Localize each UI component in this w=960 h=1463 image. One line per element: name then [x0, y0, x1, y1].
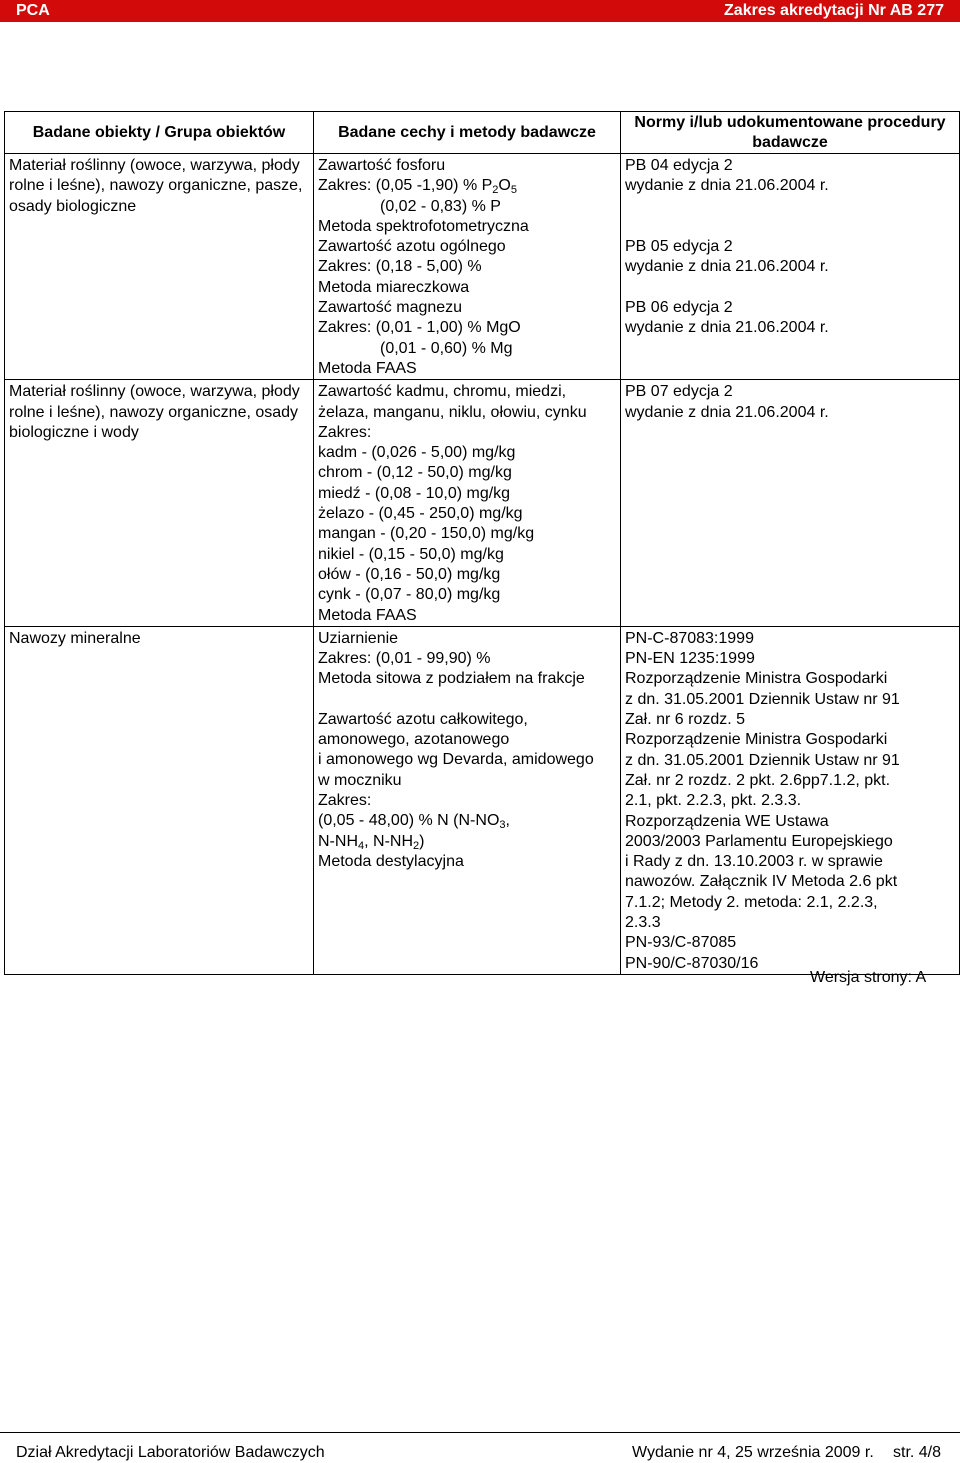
- norm-line: 2003/2003 Parlamentu Europejskiego: [625, 832, 893, 850]
- object-text: Nawozy mineralne: [9, 629, 141, 647]
- norm-line: PN-EN 1235:1999: [625, 650, 755, 668]
- object-text: Materiał roślinny (owoce, warzywa, płody rolne i leśne), nawozy organiczne, osady biologiczne i wody: [9, 383, 300, 441]
- page-header: [0, 0, 960, 22]
- method-line: Metoda FAAS: [318, 359, 417, 377]
- norm-line: Zał. nr 6 rozdz. 5: [625, 711, 746, 729]
- method-line: (0,01 - 0,60) % Mg: [380, 339, 513, 357]
- method-line: $N-NH_4$, $N-NH_2$): [318, 832, 425, 852]
- column-header-norms: Normy i/lub udokumentowane procedury badawcze: [621, 112, 960, 154]
- page-footer: [0, 1432, 960, 1463]
- norm-line: 2.3.3: [625, 913, 661, 931]
- metal-range: cynk - (0,07 - 80,0) mg/kg: [318, 586, 501, 604]
- norm-line: 7.1.2; Metody 2. metoda: 2.1, 2.2.3,: [625, 893, 878, 911]
- method-line: Zakres: (0,01 - 99,90) %: [318, 650, 491, 668]
- method-line: Zakres:: [318, 791, 372, 809]
- table-header-row: [5, 112, 960, 154]
- column-header-objects: Badane obiekty / Grupa obiektów: [5, 112, 314, 154]
- header-org: PCA: [16, 2, 50, 19]
- norm-line: PN-C-87083:1999: [625, 629, 754, 647]
- accreditation-table: [4, 111, 960, 975]
- norm-line: z dn. 31.05.2001 Dziennik Ustaw nr 91: [625, 751, 900, 769]
- norm-line: wydanie z dnia 21.06.2004 r.: [625, 319, 829, 337]
- norm-line: 2.1, pkt. 2.2.3, pkt. 2.3.3.: [625, 792, 802, 810]
- norm-line: PN-90/C-87030/16: [625, 954, 759, 972]
- method-cell: [314, 154, 621, 238]
- metal-range: chrom - (0,12 - 50,0) mg/kg: [318, 464, 512, 482]
- metal-range: ołów - (0,16 - 50,0) mg/kg: [318, 565, 501, 583]
- method-line: żelaza, manganu, niklu, ołowiu, cynku: [318, 403, 587, 421]
- method-line: (0,05 - 48,00) % N ($N-NO_3$,: [318, 812, 510, 832]
- header-title: Zakres akredytacji Nr AB 277: [724, 2, 944, 19]
- method-line: Metoda destylacyjna: [318, 852, 464, 870]
- norm-line: nawozów. Załącznik IV Metoda 2.6 pkt: [625, 873, 898, 891]
- footer-department: Dział Akredytacji Laboratoriów Badawczych: [16, 1444, 325, 1461]
- norm-cell: [621, 626, 960, 974]
- norm-line: Rozporządzenie Ministra Gospodarki: [625, 670, 888, 688]
- method-line: Zawartość magnezu: [318, 299, 463, 317]
- norm-line: i Rady z dn. 13.10.2003 r. w sprawie: [625, 853, 883, 871]
- page-version: Wersja strony: A: [810, 969, 927, 986]
- metal-range: mangan - (0,20 - 150,0) mg/kg: [318, 525, 535, 543]
- object-text: Materiał roślinny (owoce, warzywa, płody rolne i leśne), nawozy organiczne, pasze, osady biologiczne: [9, 157, 303, 215]
- object-cell: [5, 380, 314, 627]
- norm-cell: [621, 154, 960, 238]
- norm-line: Rozporządzenie Ministra Gospodarki: [625, 731, 888, 749]
- norm-line: PB 07 edycja 2: [625, 383, 733, 401]
- metal-range: żelazo - (0,45 - 250,0) mg/kg: [318, 505, 523, 523]
- method-line: w moczniku: [318, 771, 402, 789]
- norm-line: z dn. 31.05.2001 Dziennik Ustaw nr 91: [625, 690, 900, 708]
- metal-range: nikiel - (0,15 - 50,0) mg/kg: [318, 545, 504, 563]
- method-line: Zakres: (0,01 - 1,00) % MgO: [318, 319, 521, 337]
- norm-line: wydanie z dnia 21.06.2004 r.: [625, 177, 829, 195]
- method-cell: [314, 626, 621, 974]
- method-line: Metoda FAAS: [318, 606, 417, 624]
- footer-page-number: str. 4/8: [893, 1444, 942, 1461]
- norm-line: PB 04 edycja 2: [625, 157, 733, 174]
- method-line: Zawartość fosforu: [318, 157, 446, 174]
- object-cell: [5, 626, 314, 974]
- method-cell: [314, 298, 621, 380]
- norm-cell: [621, 298, 960, 380]
- norm-line: PB 05 edycja 2: [625, 238, 733, 256]
- norm-line: Rozporządzenia WE Ustawa: [625, 812, 829, 830]
- table-row: [5, 626, 960, 974]
- method-line: Zakres:: [318, 423, 372, 441]
- method-line: (0,02 - 0,83) % P: [380, 197, 501, 215]
- method-line: Metoda sitowa z podziałem na frakcje: [318, 670, 585, 688]
- method-line: Uziarnienie: [318, 629, 399, 647]
- method-cell: [314, 237, 621, 298]
- method-line: Zakres: (0,18 - 5,00) %: [318, 258, 482, 276]
- method-line: i amonowego wg Devarda, amidowego: [318, 751, 594, 769]
- norm-line: wydanie z dnia 21.06.2004 r.: [625, 258, 829, 276]
- table-row: [5, 380, 960, 627]
- object-cell: [5, 154, 314, 380]
- method-line: Zawartość azotu ogólnego: [318, 238, 506, 256]
- method-line: Metoda miareczkowa: [318, 278, 470, 296]
- norm-line: PN-93/C-87085: [625, 934, 737, 952]
- table-row: [5, 154, 960, 238]
- method-line: Zawartość azotu całkowitego,: [318, 710, 528, 728]
- norm-line: wydanie z dnia 21.06.2004 r.: [625, 403, 829, 421]
- method-line: amonowego, azotanowego: [318, 731, 510, 749]
- metal-range: kadm - (0,026 - 5,00) mg/kg: [318, 444, 516, 462]
- method-line: Zakres: (0,05 -1,90) % $P_2O_5$: [318, 177, 517, 197]
- method-line: Metoda spektrofotometryczna: [318, 217, 529, 235]
- footer-edition: Wydanie nr 4, 25 września 2009 r.: [632, 1444, 874, 1461]
- method-cell: [314, 380, 621, 627]
- metal-range: miedź - (0,08 - 10,0) mg/kg: [318, 484, 511, 502]
- norm-cell: [621, 380, 960, 627]
- norm-cell: [621, 237, 960, 298]
- norm-line: PB 06 edycja 2: [625, 299, 733, 317]
- column-header-methods: Badane cechy i metody badawcze: [314, 112, 621, 154]
- method-line: Zawartość kadmu, chromu, miedzi,: [318, 383, 567, 401]
- norm-line: Zał. nr 2 rozdz. 2 pkt. 2.6pp7.1.2, pkt.: [625, 771, 891, 789]
